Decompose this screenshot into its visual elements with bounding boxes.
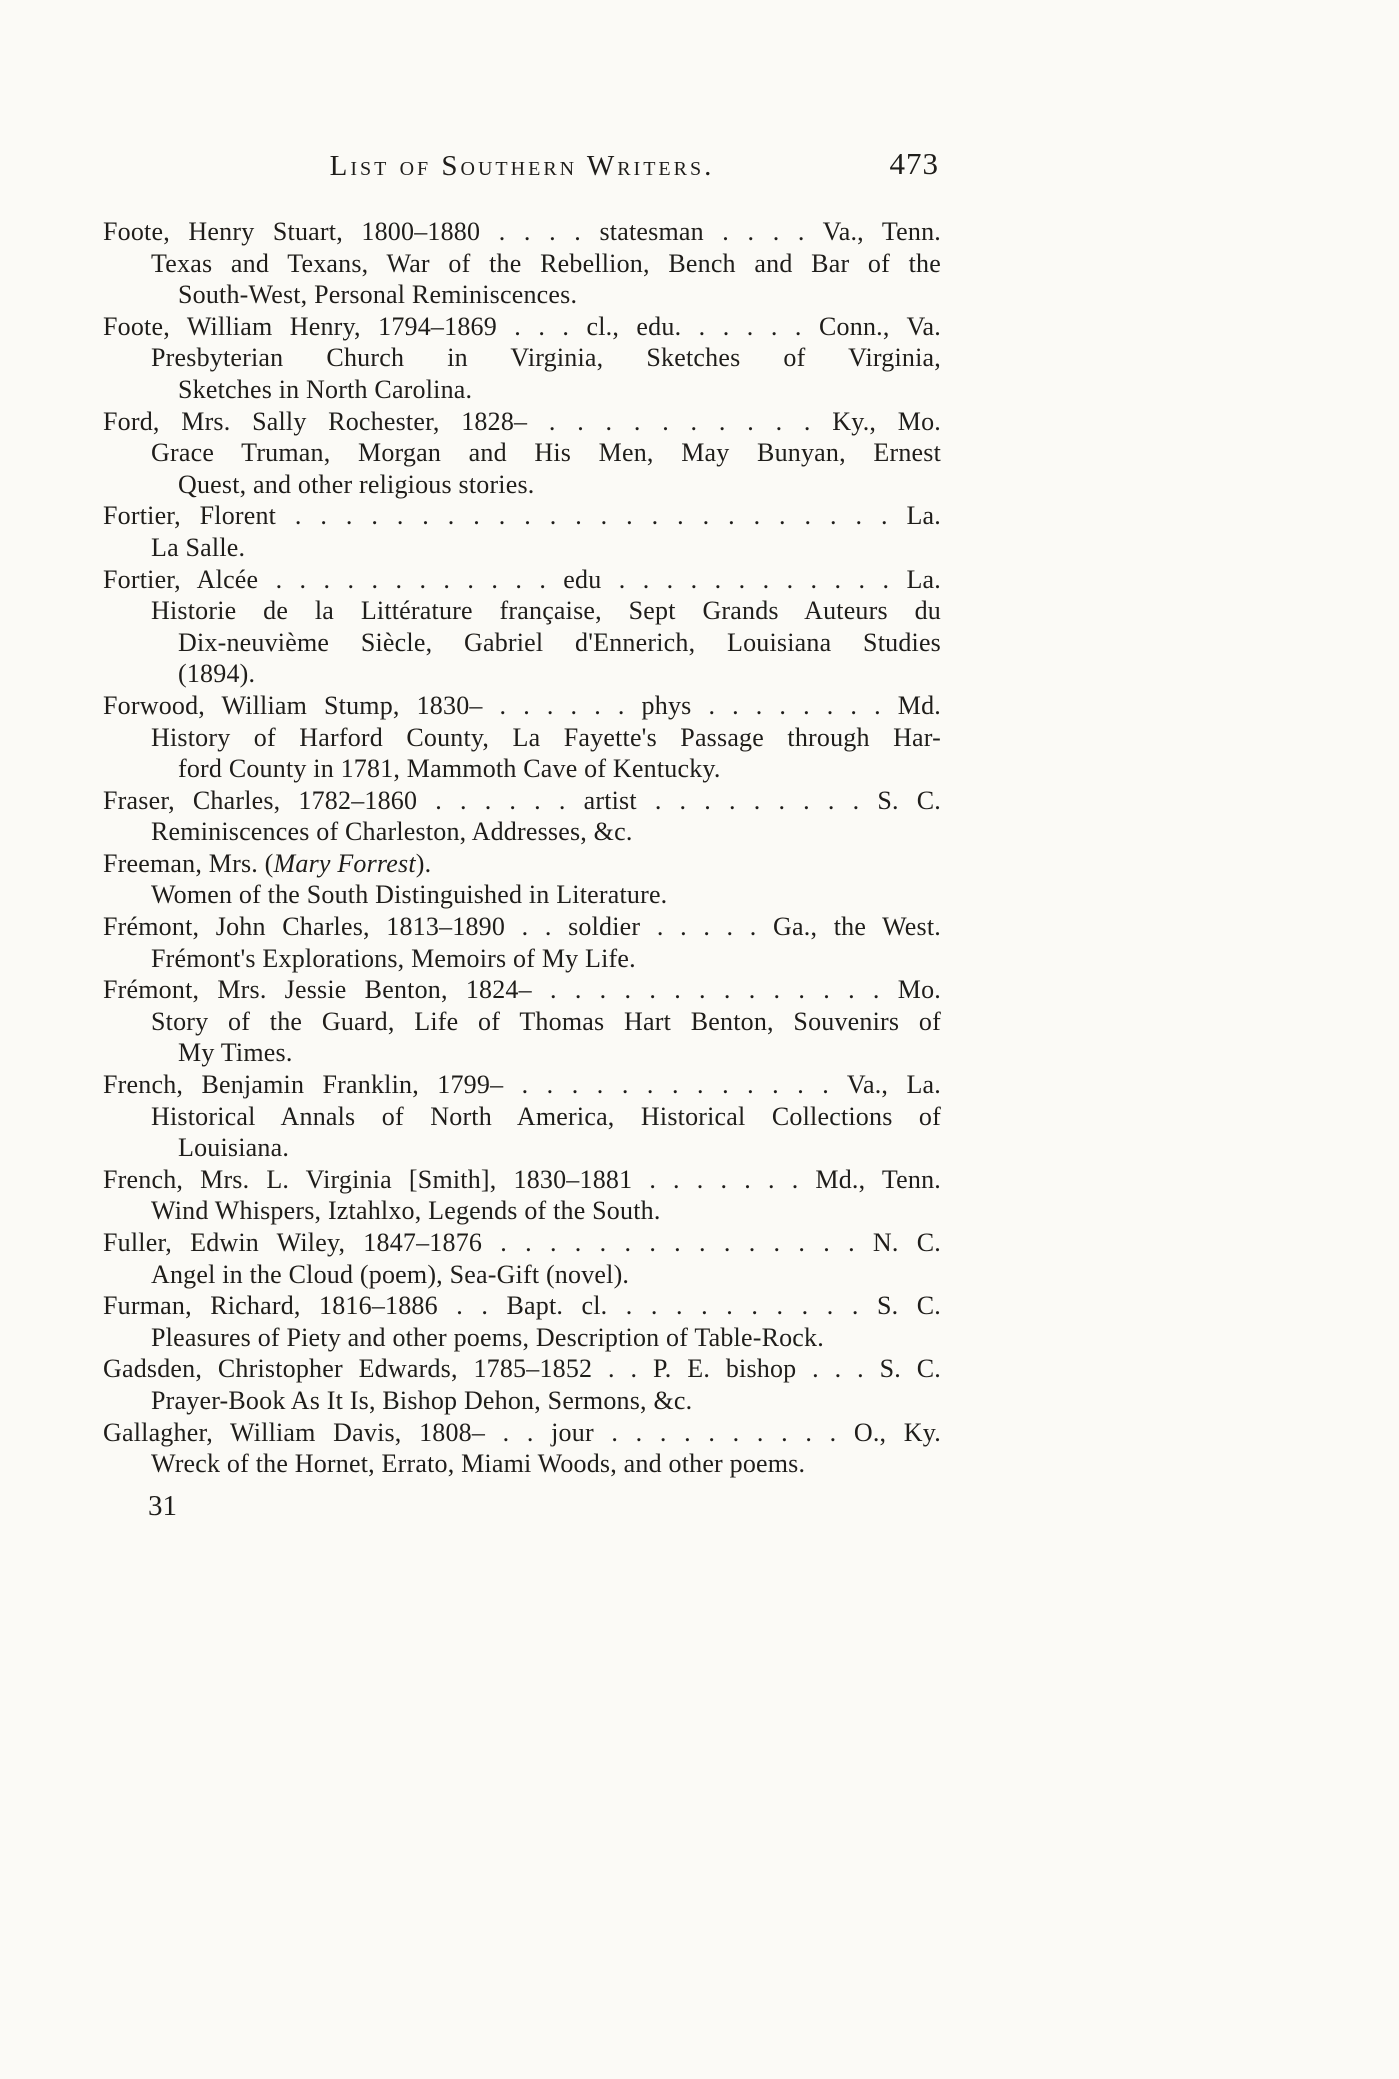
writer-entry — [103, 564, 941, 690]
running-header — [103, 146, 941, 192]
entry-works-line: Presbyterian Church in Virginia, Sketches of Virginia, — [151, 343, 941, 373]
page-number: 473 — [889, 146, 939, 181]
entry-head: Ford, Mrs. Sally Rochester, 1828– . . . . . . . . . . Ky., Mo. — [103, 406, 941, 436]
entry-head: French, Benjamin Franklin, 1799– . . . . . . . . . . . . . Va., La. — [103, 1070, 941, 1100]
entry-works-line: Louisiana. — [178, 1133, 290, 1163]
entry-works-line: Dix-neuvième Siècle, Gabriel d'Ennerich, Louisiana Studies — [178, 627, 941, 657]
entry-works-line: Grace Truman, Morgan and His Men, May Bunyan, Ernest — [151, 438, 941, 468]
writer-entry — [103, 1069, 941, 1164]
entry-head: Gadsden, Christopher Edwards, 1785–1852 . . P. E. bishop . . . S. C. — [103, 1354, 941, 1384]
entry-head: Frémont, Mrs. Jessie Benton, 1824– . . . . . . . . . . . . . . Mo. — [103, 975, 941, 1005]
entry-works-line: South-West, Personal Reminiscences. — [178, 280, 578, 310]
entry-works-line: Reminiscences of Charleston, Addresses, &c. — [151, 817, 633, 847]
writer-entry — [103, 500, 941, 563]
entry-head-text: ). — [415, 848, 432, 878]
entry-works-line: History of Harford County, La Fayette's Passage through Har- — [151, 722, 941, 752]
writer-entry — [103, 1353, 941, 1416]
entry-works-line: Historical Annals of North America, Historical Collections of — [151, 1101, 941, 1131]
entry-head: Forwood, William Stump, 1830– . . . . . . phys . . . . . . . . Md. — [103, 690, 941, 720]
writer-entry — [103, 690, 941, 785]
entry-works-line: La Salle. — [151, 532, 246, 562]
entry-works-line: Frémont's Explorations, Memoirs of My Life. — [151, 943, 636, 973]
entry-works-line: Women of the South Distinguished in Literature. — [151, 880, 668, 910]
entry-head-text: Freeman, Mrs. ( — [103, 848, 274, 878]
entry-works-line: Pleasures of Piety and other poems, Description of Table-Rock. — [151, 1322, 824, 1352]
entry-works-line: Texas and Texans, War of the Rebellion, Bench and Bar of the — [151, 248, 941, 278]
writer-entry — [103, 216, 941, 311]
entry-works-line: Sketches in North Carolina. — [178, 374, 473, 404]
entry-head: Foote, William Henry, 1794–1869 . . . cl., edu. . . . . . Conn., Va. — [103, 311, 941, 341]
entry-head-pseudonym: Mary Forrest — [273, 848, 416, 878]
entry-works-line: Wind Whispers, Iztahlxo, Legends of the South. — [151, 1196, 661, 1226]
writer-entry — [103, 1164, 941, 1227]
writer-entry — [103, 1417, 941, 1480]
entry-head: Gallagher, William Davis, 1808– . . jour . . . . . . . . . . O., Ky. — [103, 1417, 941, 1447]
writer-entry — [103, 311, 941, 406]
entry-head: Frémont, John Charles, 1813–1890 . . soldier . . . . . Ga., the West. — [103, 912, 941, 942]
signature-mark: 31 — [148, 1489, 177, 1522]
entry-head: Furman, Richard, 1816–1886 . . Bapt. cl. . . . . . . . . . . S. C. — [103, 1291, 941, 1321]
entry-head: French, Mrs. L. Virginia [Smith], 1830–1881 . . . . . . . Md., Tenn. — [103, 1164, 941, 1194]
text-block — [103, 146, 941, 1523]
entry-head: Fraser, Charles, 1782–1860 . . . . . . artist . . . . . . . . . S. C. — [103, 785, 941, 815]
entry-head: Fuller, Edwin Wiley, 1847–1876 . . . . . . . . . . . . . . . N. C. — [103, 1228, 941, 1257]
entry-works-line: Prayer-Book As It Is, Bishop Dehon, Sermons, &c. — [151, 1385, 693, 1415]
entry-head: Foote, Henry Stuart, 1800–1880 . . . . statesman . . . . Va., Tenn. — [103, 217, 941, 246]
entry-works-line: Wreck of the Hornet, Errato, Miami Woods, and other poems. — [151, 1449, 806, 1479]
entry-head: Fortier, Florent . . . . . . . . . . . . . . . . . . . . . . . . La. — [103, 501, 941, 531]
entry-works-line: ford County in 1781, Mammoth Cave of Kentucky. — [178, 754, 721, 784]
entry-head — [103, 848, 941, 880]
entry-works-line: Story of the Guard, Life of Thomas Hart Benton, Souvenirs of — [151, 1006, 941, 1036]
entry-works-line: Quest, and other religious stories. — [178, 469, 535, 499]
writer-entry — [103, 974, 941, 1069]
writer-entry — [103, 406, 941, 501]
writer-entry — [103, 911, 941, 974]
page-title: List of Southern Writers. — [329, 150, 715, 182]
writer-list — [103, 216, 941, 1480]
writer-entry — [103, 848, 941, 911]
writer-entry — [103, 785, 941, 848]
writer-entry — [103, 1290, 941, 1353]
writer-entry — [103, 1227, 941, 1290]
entry-head: Fortier, Alcée . . . . . . . . . . . . edu . . . . . . . . . . . . La. — [103, 564, 941, 594]
entry-works-line: My Times. — [178, 1038, 293, 1068]
entry-works-line: Angel in the Cloud (poem), Sea-Gift (novel). — [151, 1259, 630, 1289]
entry-works-line: (1894). — [178, 659, 256, 689]
entry-works-line: Historie de la Littérature française, Sept Grands Auteurs du — [151, 596, 941, 626]
